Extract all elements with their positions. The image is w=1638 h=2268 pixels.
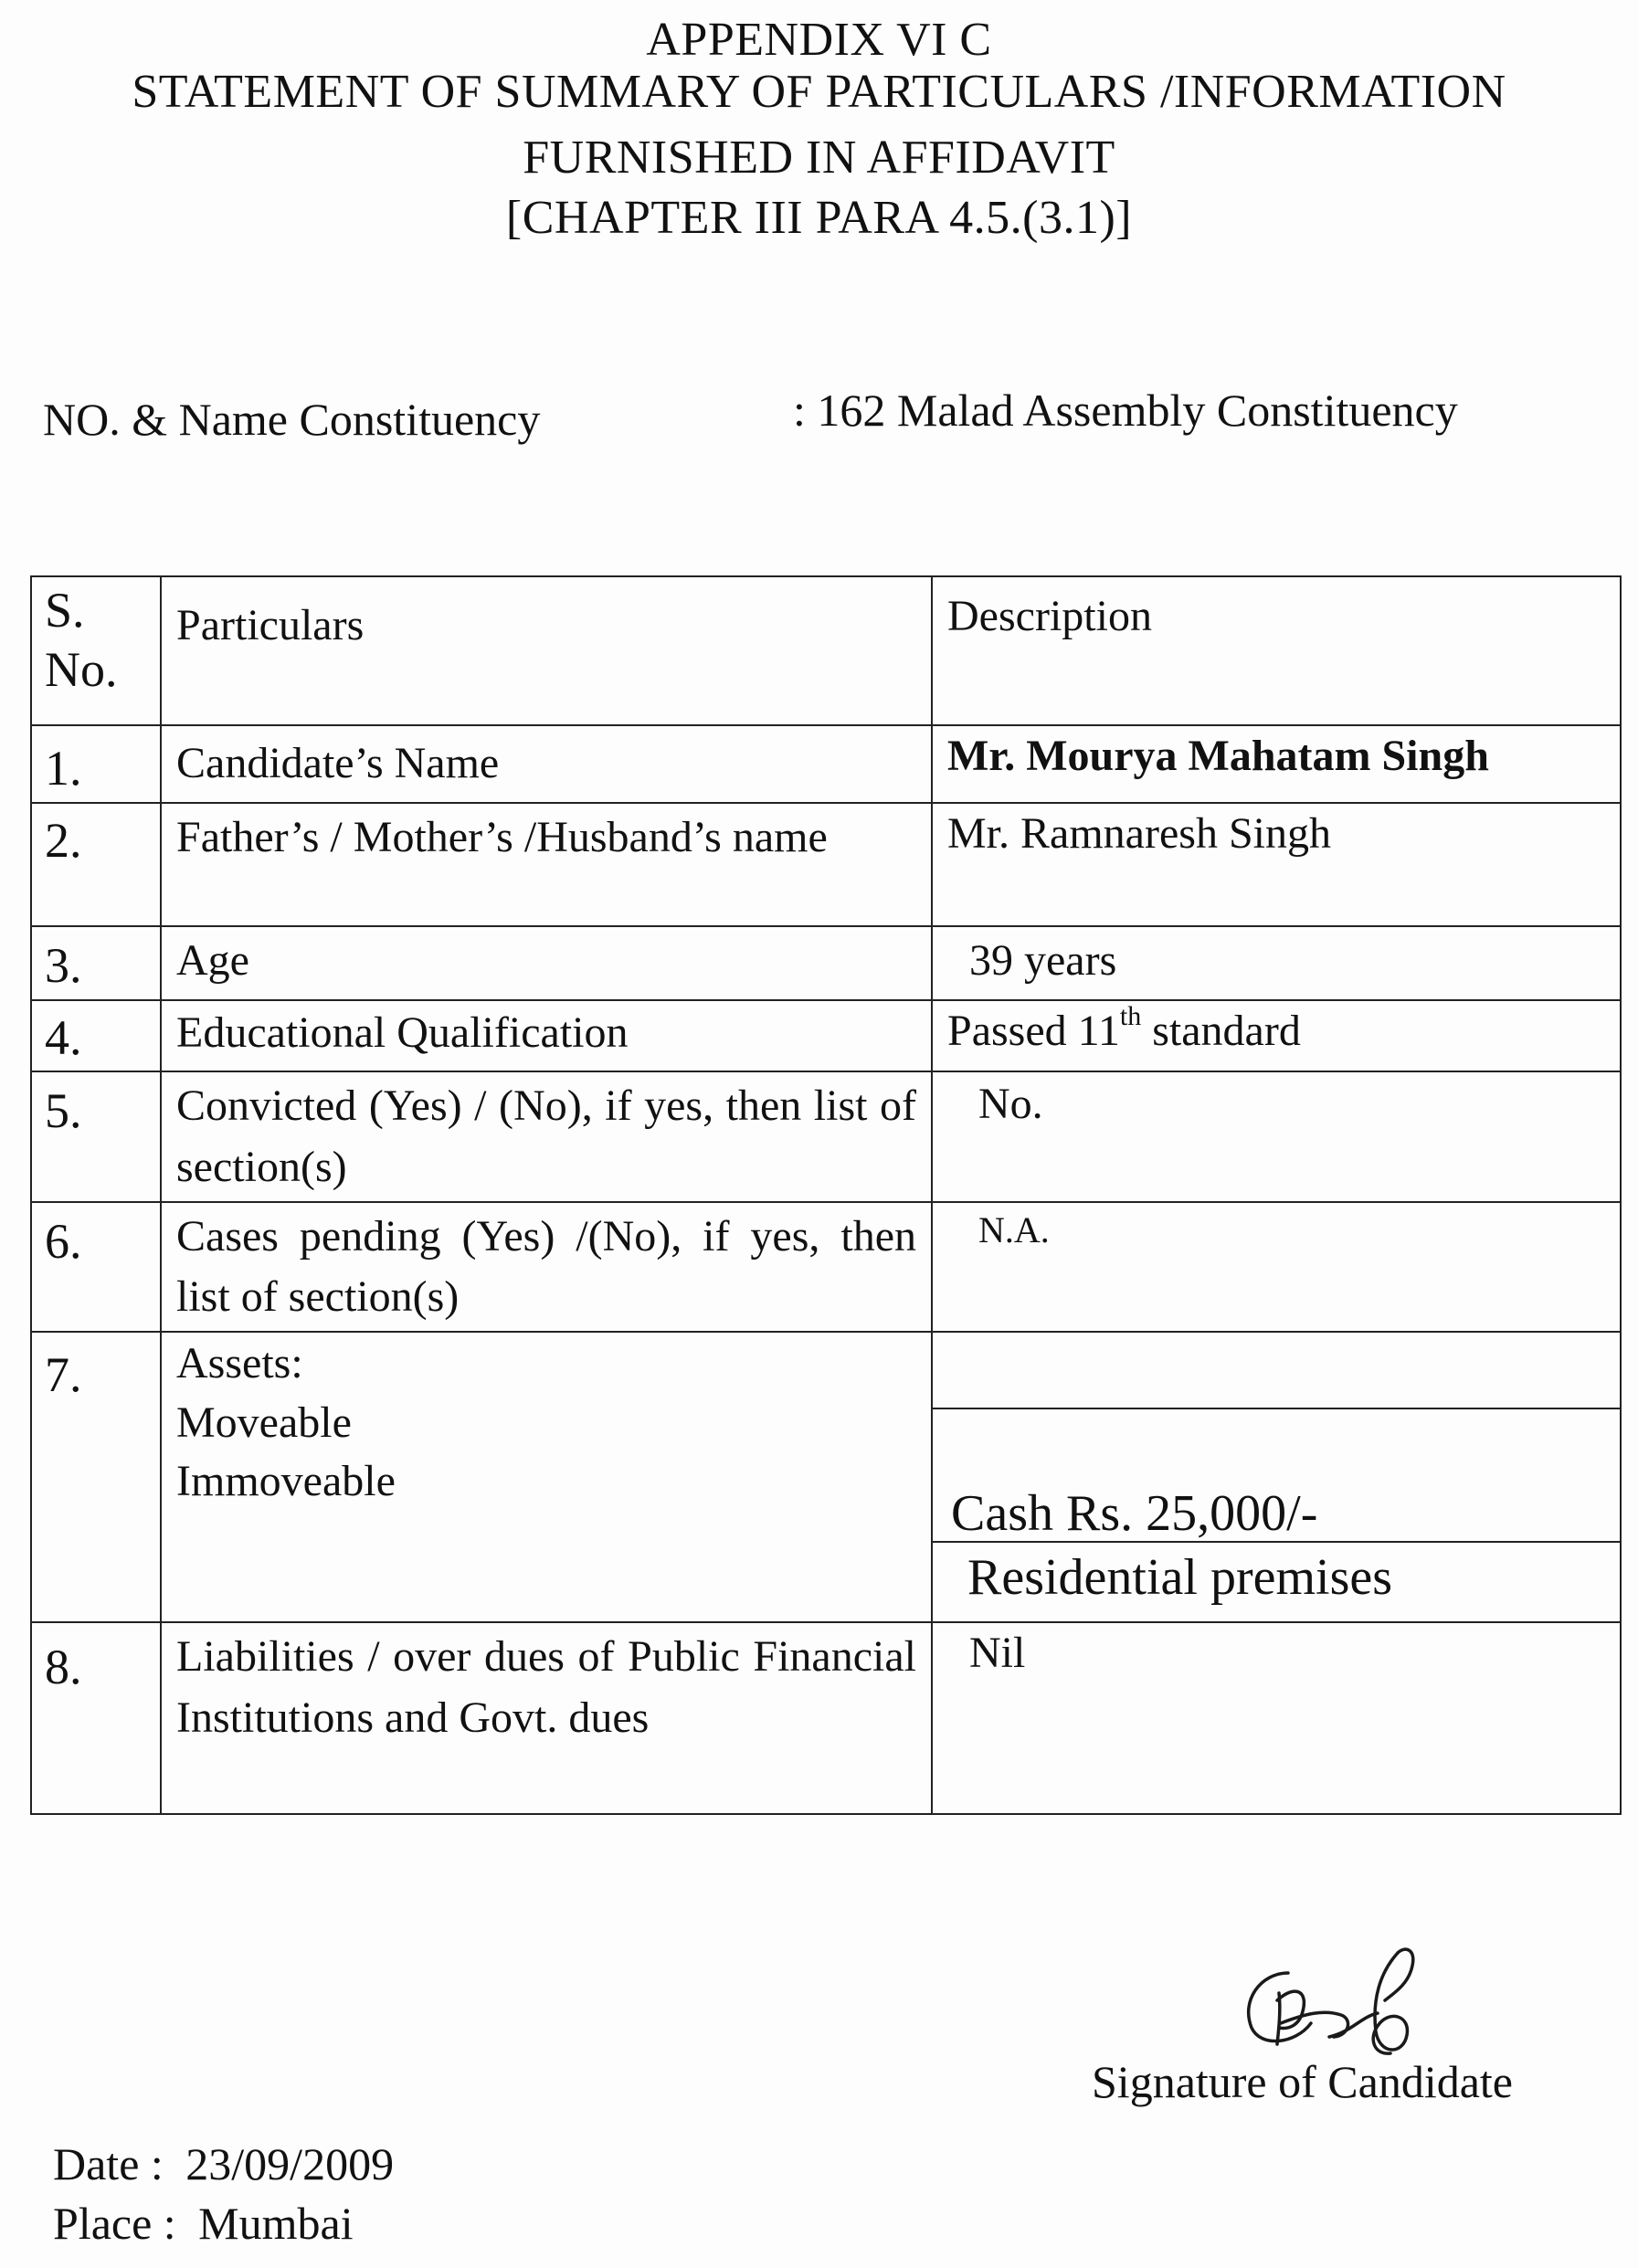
row-7-moveable-value: Cash Rs. 25,000/- [951,1485,1318,1543]
row-7-description [932,1332,1621,1622]
appendix-title: APPENDIX VI C [646,14,992,66]
row-4-description-prefix: Passed 11 [947,1006,1120,1055]
row-8-sno: 8. [31,1622,161,1814]
row-1-sno: 1. [31,725,161,803]
row-3-sno: 3. [31,926,161,1000]
row-5-description: No. [932,1071,1621,1201]
place-value: Mumbai [198,2198,354,2249]
statement-title-line-2: FURNISHED IN AFFIDAVIT [523,132,1115,184]
table-row [31,1202,1621,1332]
table-row [31,1071,1621,1201]
row-4-description-suffix: standard [1141,1006,1301,1055]
row-7-immoveable-value: Residential premises [967,1549,1393,1607]
place-line [53,2197,354,2250]
row-3-description: 39 years [932,926,1621,1000]
row-7-particulars [161,1332,932,1622]
row-7-sno: 7. [31,1332,161,1622]
date-value: 23/09/2009 [185,2138,395,2189]
row-6-description: N.A. [932,1202,1621,1332]
row-2-description: Mr. Ramnaresh Singh [932,803,1621,926]
row-1-particulars: Candidate’s Name [161,725,932,803]
row-6-sno: 6. [31,1202,161,1332]
sno-header [31,576,161,725]
row-5-particulars: Convicted (Yes) / (No), if yes, then list of section(s) [161,1071,932,1201]
description-header: Description [932,576,1621,725]
row-6-particulars: Cases pending (Yes) /(No), if yes, then list of section(s) [161,1202,932,1332]
row-3-particulars: Age [161,926,932,1000]
row-7-immoveable-label: Immoveable [176,1456,396,1505]
table-row [31,725,1621,803]
particulars-header: Particulars [161,576,932,725]
row-7-blank-subcell [947,1333,1605,1408]
table-header-row [31,576,1621,725]
particulars-table [30,575,1622,1815]
table-row [31,926,1621,1000]
row-4-particulars: Educational Qualification [161,1000,932,1072]
row-4-description-superscript: th [1119,1000,1142,1031]
place-label: Place : [53,2198,176,2249]
row-7-moveable-label: Moveable [176,1398,352,1447]
table-row [31,1000,1621,1072]
date-label: Date : [53,2138,164,2189]
table-row [31,1622,1621,1814]
chapter-reference: [CHAPTER III PARA 4.5.(3.1)] [505,192,1133,244]
row-8-particulars: Liabilities / over dues of Public Financial Institutions and Govt. dues [161,1622,932,1814]
signature-label: Signature of Candidate [1092,2056,1513,2107]
date-line [53,2137,394,2190]
row-2-particulars: Father’s / Mother’s /Husband’s name [161,803,932,926]
row-5-sno: 5. [31,1071,161,1201]
row-4-description [932,1000,1621,1072]
row-8-description: Nil [932,1622,1621,1814]
constituency-label: NO. & Name Constituency [43,394,541,445]
row-1-description: Mr. Mourya Mahatam Singh [932,725,1621,803]
table-row [31,803,1621,926]
constituency-value: : 162 Malad Assembly Constituency [793,385,1458,436]
sno-header-line-2: No. [45,641,118,697]
row-2-sno: 2. [31,803,161,926]
candidate-signature [1224,1936,1462,2073]
statement-title-line-1: STATEMENT OF SUMMARY OF PARTICULARS /INFORMATION [132,66,1506,118]
sno-header-line-1: S. [45,583,85,638]
row-4-sno: 4. [31,1000,161,1072]
table-row [31,1332,1621,1622]
row-7-assets-label: Assets: [176,1339,303,1388]
